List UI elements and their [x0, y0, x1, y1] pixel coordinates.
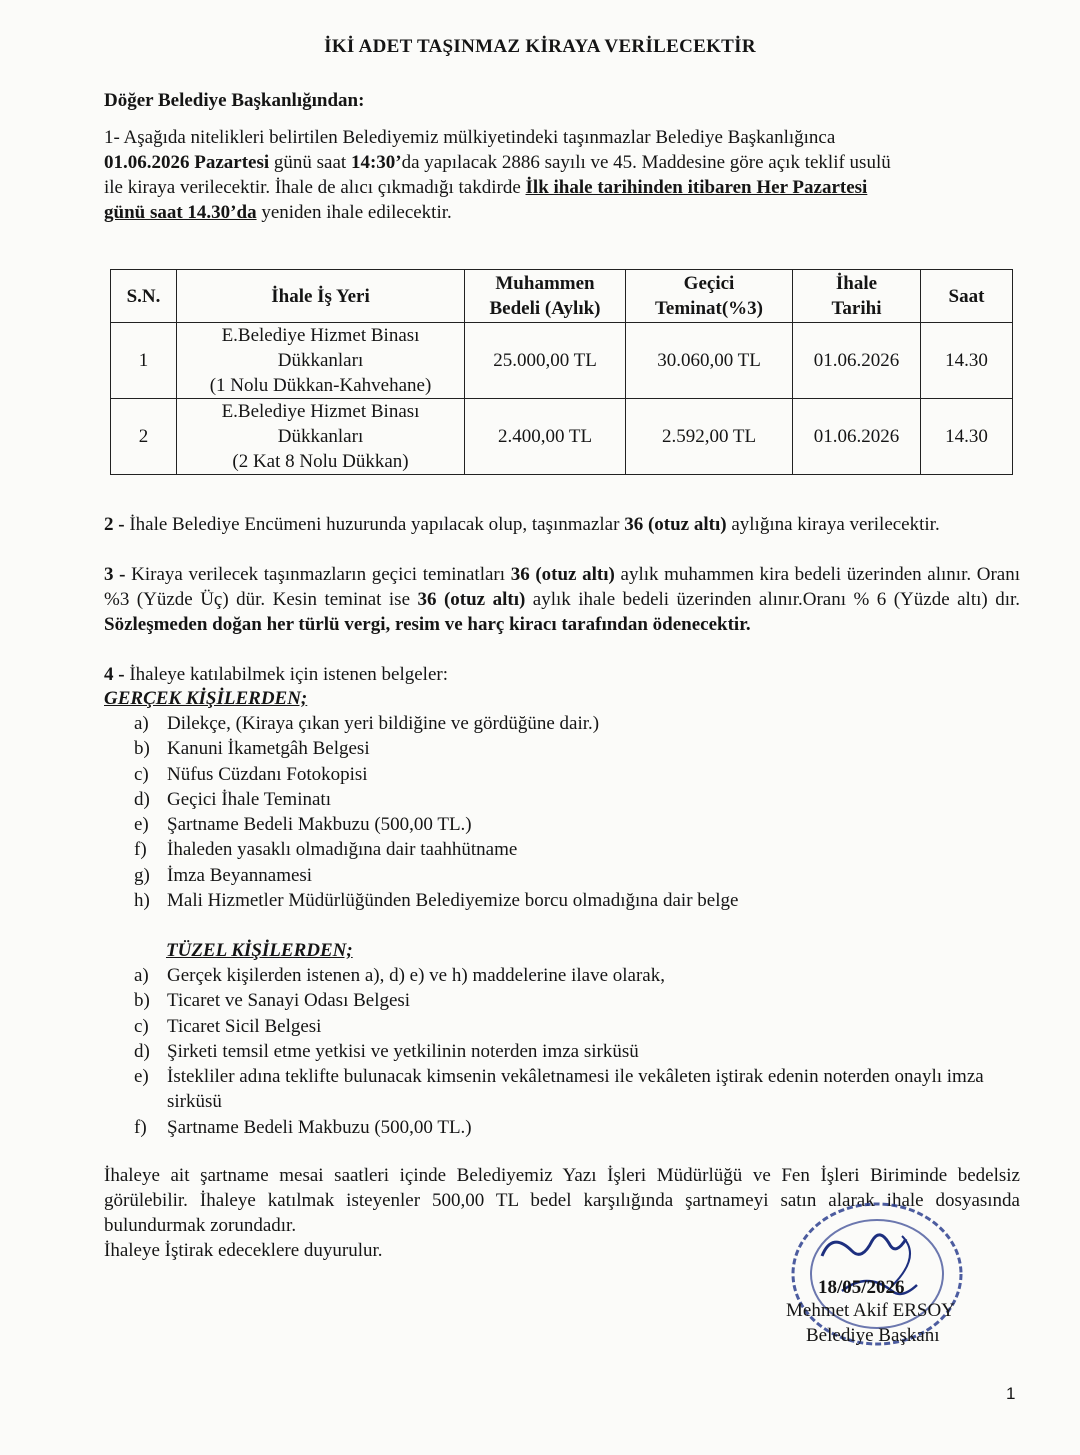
p1-underline-2: günü saat 14.30’da	[104, 202, 257, 223]
official-seal	[782, 1196, 972, 1346]
paragraph-3: 3 - Kiraya verilecek taşınmazların geçici teminatları 36 (otuz altı) aylık muhammen kira bedeli üzerinden alınır. Oranı %3 (Yüzde Üç) dür. Kesin teminat ise 36 (otuz altı) aylık ihale bedeli üzerinden alınır.Oranı % 6 (Yüzde altı) dır. Sözleşmeden doğan her türlü vergi, resim ve harç kiracı tarafından ödenecektir.	[104, 564, 1021, 635]
p1-mid: günü saat	[269, 152, 351, 173]
list-item	[134, 863, 1027, 888]
p1-rest: da yapılacak 2886 sayılı ve 45. Maddesine göre açık teklif usulü	[401, 152, 891, 173]
list-item	[134, 736, 1027, 761]
list-item-letter: b)	[134, 990, 150, 1012]
list-item-text: İstekliler adına teklifte bulunacak kimsenin vekâletnamesi ile vekâleten iştirak edenin noterden onaylı imza sirküsü	[167, 1066, 984, 1113]
list-item-letter: a)	[134, 965, 149, 986]
list-item-text: Şartname Bedeli Makbuzu (500,00 TL.)	[167, 1116, 472, 1138]
list-item-letter: f)	[134, 839, 147, 861]
list-item-text: Şartname Bedeli Makbuzu (500,00 TL.)	[167, 814, 472, 836]
list-item	[134, 1039, 1027, 1064]
list-item	[134, 1014, 1027, 1039]
header-sn: S.N.	[111, 270, 177, 323]
list-item	[134, 837, 1027, 862]
list-item-letter: e)	[134, 814, 149, 836]
signatory-name: Mehmet Akif ERSOY	[786, 1300, 955, 1321]
paragraph-1	[104, 125, 1020, 225]
list-item-letter: c)	[134, 763, 149, 785]
list-item	[134, 888, 1027, 913]
closing-paragraph: İhaleye ait şartname mesai saatleri içinde Belediyemiz Yazı İşleri Müdürlüğü ve Fen İşleri Biriminde bedelsiz görülebilir. İhaleye katılmak isteyenler 500,00 TL bedel karşılığında şartnameyi satın alarak ihale dosyasında bulundurmak zorundadır. İhaleye İştirak edeceklere duyurulur.	[104, 1165, 1020, 1261]
header-saat: Saat	[921, 270, 1013, 323]
document-title: İKİ ADET TAŞINMAZ KİRAYA VERİLECEKTİR	[324, 36, 756, 57]
tender-table	[110, 269, 1013, 475]
paragraph-4: 4 - İhaleye katılabilmek için istenen belgeler:	[104, 664, 448, 685]
list-item	[134, 787, 1027, 812]
cell-tarih: 01.06.2026	[793, 399, 921, 475]
list-item-text: Ticaret Sicil Belgesi	[167, 1015, 322, 1037]
p1-line-d: yeniden ihale edilecektir.	[256, 202, 452, 223]
list-item	[134, 1064, 1027, 1115]
list-item-letter: f)	[134, 1116, 147, 1138]
gercek-heading: GERÇEK KİŞİLERDEN;	[104, 688, 308, 709]
cell-tarih: 01.06.2026	[793, 323, 921, 399]
table-row	[111, 323, 1013, 399]
list-item	[134, 988, 1027, 1013]
cell-teminat: 30.060,00 TL	[626, 323, 793, 399]
cell-saat: 14.30	[921, 399, 1013, 475]
header-bedel: Muhammen Bedeli (Aylık)	[465, 270, 626, 323]
list-item-letter: b)	[134, 738, 150, 760]
list-item-text: Gerçek kişilerden istenen a), d) e) ve h) maddelerine ilave olarak,	[167, 965, 665, 986]
list-item	[134, 1115, 1027, 1140]
cell-yer: E.Belediye Hizmet Binası Dükkanları (1 Nolu Dükkan-Kahvehane)	[177, 323, 465, 399]
table-header-row	[111, 270, 1013, 323]
cell-bedel: 25.000,00 TL	[465, 323, 626, 399]
gercek-list	[134, 711, 1027, 913]
list-item-letter: h)	[134, 890, 150, 912]
list-item-text: Şirketi temsil etme yetkisi ve yetkilinin noterden imza sirküsü	[167, 1040, 639, 1062]
p1-time: 14:30’	[350, 152, 402, 173]
list-item-letter: a)	[134, 713, 149, 734]
tuzel-list	[134, 963, 1027, 1140]
p1-line-c: ile kiraya verilecektir. İhale de alıcı çıkmadığı takdirde	[104, 177, 526, 198]
p1-date: 01.06.2026 Pazartesi	[104, 152, 270, 173]
cell-yer: E.Belediye Hizmet Binası Dükkanları (2 Kat 8 Nolu Dükkan)	[177, 399, 465, 475]
list-item	[134, 963, 1027, 988]
paragraph-2: 2 - İhale Belediye Encümeni huzurunda yapılacak olup, taşınmazlar 36 (otuz altı) aylığına kiraya verilecektir.	[104, 514, 940, 535]
header-teminat: Geçici Teminat(%3)	[626, 270, 793, 323]
list-item-letter: c)	[134, 1015, 149, 1037]
list-item-letter: e)	[134, 1066, 149, 1088]
cell-sn: 1	[111, 323, 177, 399]
table-row	[111, 399, 1013, 475]
signatory-role: Belediye Başkanı	[806, 1325, 940, 1346]
list-item-text: Nüfus Cüzdanı Fotokopisi	[167, 763, 368, 785]
list-item-text: Kanuni İkametgâh Belgesi	[167, 738, 370, 760]
header-tarih: İhale Tarihi	[793, 270, 921, 323]
cell-teminat: 2.592,00 TL	[626, 399, 793, 475]
list-item-text: İhaleden yasaklı olmadığına dair taahhütname	[167, 839, 518, 861]
page-number: 1	[1006, 1384, 1016, 1403]
p1-underline-1: İlk ihale tarihinden itibaren Her Pazartesi	[525, 177, 868, 198]
p1-line-a: 1- Aşağıda nitelikleri belirtilen Belediyemiz mülkiyetindeki taşınmazlar Belediye Başkanlığınca	[104, 127, 836, 148]
list-item-letter: d)	[134, 1040, 150, 1062]
cell-bedel: 2.400,00 TL	[465, 399, 626, 475]
list-item-letter: d)	[134, 788, 150, 810]
list-item-text: Dilekçe, (Kiraya çıkan yeri bildiğine ve gördüğüne dair.)	[167, 713, 600, 734]
list-item-letter: g)	[134, 864, 150, 886]
signature-date: 18/05/2026	[818, 1277, 905, 1298]
list-item-text: Ticaret ve Sanayi Odası Belgesi	[167, 990, 411, 1012]
cell-saat: 14.30	[921, 323, 1013, 399]
issuer-line: Döğer Belediye Başkanlığından:	[104, 90, 365, 111]
cell-sn: 2	[111, 399, 177, 475]
tuzel-heading: TÜZEL KİŞİLERDEN;	[166, 940, 353, 961]
list-item-text: İmza Beyannamesi	[167, 864, 313, 886]
list-item-text: Geçici İhale Teminatı	[167, 788, 331, 810]
list-item	[134, 762, 1027, 787]
list-item	[134, 812, 1027, 837]
list-item	[134, 711, 1027, 736]
header-yer: İhale İş Yeri	[177, 270, 465, 323]
list-item-text: Mali Hizmetler Müdürlüğünden Belediyemize borcu olmadığına dair belge	[167, 890, 739, 912]
